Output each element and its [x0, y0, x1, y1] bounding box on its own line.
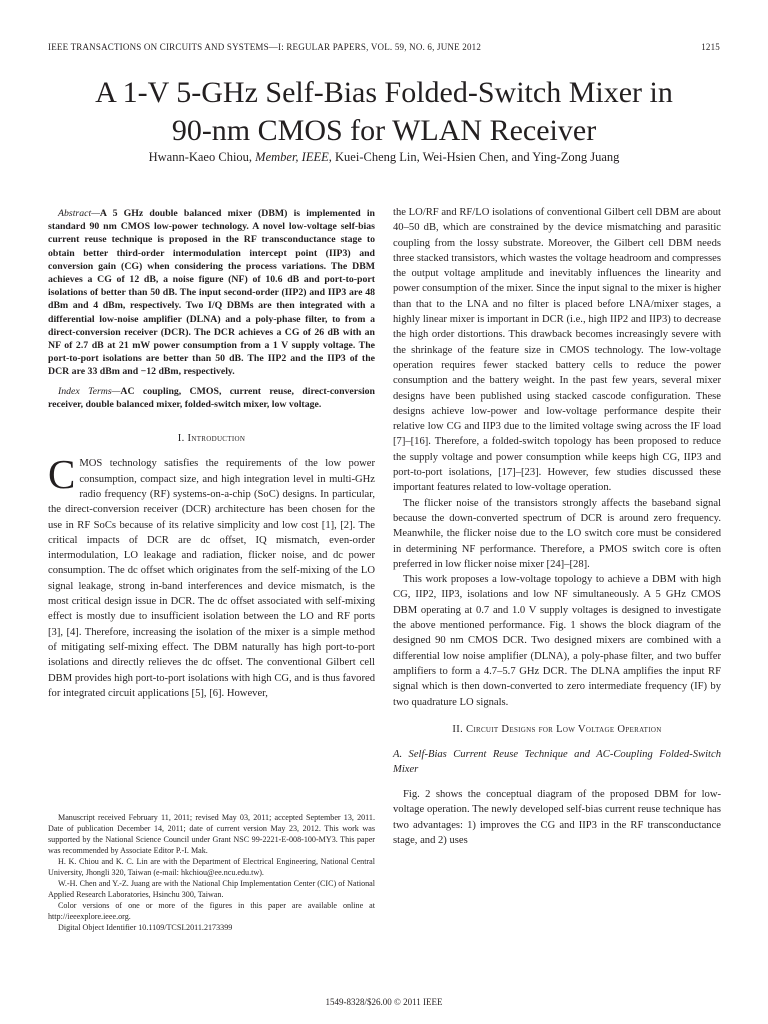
- intro-paragraph-2: The flicker noise of the transistors strongly affects the baseband signal because the down-converted spectrum of DCR is around zero frequency. Meanwhile, the flicker noise due to the LO switch core must be considered in determining NF performance. Therefore, a PMOS switch core is often preferred in low flicker noise mixer [24]–[28].: [393, 497, 721, 570]
- author-1: Hwann-Kaeo Chiou,: [148, 150, 256, 164]
- page-number: 1215: [701, 42, 720, 52]
- abstract: [48, 207, 375, 379]
- subsection-a-paragraph-1: Fig. 2 shows the conceptual diagram of the proposed DBM for low-voltage operation. The newly developed self-bias current reuse technique has two advantages: 1) improves the CG and IIP3 in the RF transconductance stage, and 2) uses: [393, 789, 721, 846]
- paper-title: [40, 74, 728, 150]
- abstract-text: A 5 GHz double balanced mixer (DBM) is implemented in standard 90 nm CMOS low-power technology. A novel low-voltage self-bias current reuse technique is proposed in the RF transconductance stage to obtain better third-order intermodulation intercept point (IIP3) and conversion gain (CG) when considering the process variations. The DBM achieves a CG of 12 dB, a noise figure (NF) of 10.6 dB and port-to-port isolations of better than 50 dB. The input second-order (IIP2) and IIP3 are 48 dBm and 4 dBm, respectively. Two I/Q DBMs are then integrated with a differential low-noise amplifier (DLNA) and a poly-phase filter, to from a direct-conversion receiver (DCR). The DCR achieves a CG of 26 dB with an NF of 2.7 dB at 21 mW power consumption from a 1 V supply voltage. The port-to-port isolations are better than 50 dB. The IIP2 and the IIP3 of the DCR are 33 dBm and −12 dBm, respectively.: [48, 208, 375, 378]
- footnote-affiliation-2: W.-H. Chen and Y.-Z. Juang are with the National Chip Implementation Center (CIC) of National Applied Research Laboratories, Hsinchu 300, Taiwan.: [48, 879, 375, 899]
- other-authors: , Kuei-Cheng Lin, Wei-Hsien Chen, and Ying-Zong Juang: [328, 150, 620, 164]
- intro-paragraph-1-continued: the LO/RF and RF/LO isolations of conventional Gilbert cell DBM are about 40–50 dB, which are constrained by the device mismatching and parasitic coupling from the lossy substrate. Moreover, the Gilbert cell DBM needs three stacked transistors, which wastes the voltage headroom and compresses the output voltage amplitude and inevitably influences the linearity and power consumption of the mixer. Since the input signal to the mixer is higher than that to the LNA and no filter is placed before LNA/mixer stages, a highly linear mixer is important in DCR (i.e., high IIP2 and IIP3) to decrease the high order distortions. This drawback becomes increasingly severe with the shrinkage of the feature size in CMOS technology. The low-voltage operation requires fewer stacked battery cells to reduce the power consumption and the battery weight. In the past few years, several mixer designs have been published using stacked cascode configuration. These designs achieve low-power and low-voltage performance despite their relative low CG and IIP3 due to the limited voltage swing across the IF load [7]–[16]. Therefore, a folded-switch topology has been proposed to reduce the supply voltage and power consumption while keeps high CG, IIP3 and port-to-port isolations, [17]–[23]. However, few studies discussed these important features related to low-voltage operation.: [393, 207, 721, 494]
- footnote-doi: Digital Object Identifier 10.1109/TCSI.2011.2173399: [58, 923, 233, 932]
- subsection-heading-a: A. Self-Bias Current Reuse Technique and AC-Coupling Folded-Switch Mixer: [393, 749, 721, 776]
- section-heading-circuit-designs: II. Circuit Designs for Low Voltage Operation: [452, 723, 662, 735]
- intro-paragraph-3: This work proposes a low-voltage topology to achieve a DBM with high CG, IIP2, IIP3, isolations and low NF simultaneously. A 5 GHz CMOS DBM operating at 0.7 and 1.0 V supply voltages is designed to investigate the above mentioned performance. Fig. 1 shows the block diagram of the designed 90 nm CMOS DCR. Two designed mixers are combined with a differential low noise amplifier (DLNA), a poly-phase filter, and two buffer amplifiers to form a 4.7–5.7 GHz DCR. The DLNA amplifies the input RF signal which is then down-converted to zero intermediate frequency (IF) by two quadrature LO signals.: [393, 574, 721, 708]
- author-list: [40, 150, 728, 165]
- index-terms-text: AC coupling, CMOS, current reuse, direct-conversion receiver, double balanced mixer, folded-switch mixer, low voltage.: [48, 385, 376, 410]
- abstract-label: Abstract—: [58, 208, 100, 219]
- copyright-footer: 1549-8328/$26.00 © 2011 IEEE: [325, 997, 443, 1007]
- index-terms-label: Index Terms—: [58, 385, 121, 397]
- right-column: [393, 205, 721, 848]
- journal-name: IEEE TRANSACTIONS ON CIRCUITS AND SYSTEMS—I: REGULAR PAPERS, VOL. 59, NO. 6, JUNE 2012: [48, 42, 482, 52]
- title-line-1: A 1-V 5-GHz Self-Bias Folded-Switch Mixer in: [95, 76, 673, 109]
- author-1-role: Member, IEEE: [255, 150, 329, 164]
- section-title: Introduction: [187, 433, 246, 445]
- section-title: Circuit Designs for Low Voltage Operation: [465, 723, 662, 735]
- intro-paragraph-1: CMOS technology satisfies the requirements of the low power consumption, compact size, and high integration level in multi-GHz radio frequency (RF) systems-on-a-chip (SoC) designs. In particular, the direct-conversion receiver (DCR) architecture has been chosen for the use in RF SoCs because of its relative simplicity and low cost [1], [2]. The critical impacts of DCR are dc offset, IQ mismatch, even-order intermodulation, LO leakage and radiation, flicker noise, and dc power consumption. The dc offset which originates from the self-mixing of the LO signal leakage, strong in-band interferences and device mismatch, is the most critical design issue in DCR. The dc offset associated with self-mixing effect is mostly due to insufficient isolation between the LO and RF ports [3], [4]. Therefore, increasing the isolation of the mixer is a simple method of mitigating self-mixing effect. The DBM naturally has high port-to-port isolations and directly relieves the dc offset. The conventional Gilbert cell DBM provides high port-to-port isolations with high CG, and is thus favored for integrated circuit applications [5], [6]. However,: [48, 451, 375, 699]
- footnote-affiliation-1: H. K. Chiou and K. C. Lin are with the Department of Electrical Engineering, National Central University, Jhongli 320, Taiwan (e-mail: hkchiou@ee.ncu.edu.tw).: [48, 857, 375, 877]
- section-heading-introduction: I. Introduction: [177, 433, 246, 445]
- footnotes: [48, 812, 375, 933]
- left-column: [48, 207, 375, 701]
- title-line-2: 90-nm CMOS for WLAN Receiver: [171, 114, 597, 147]
- drop-cap: C: [48, 451, 76, 498]
- footnote-manuscript: Manuscript received February 11, 2011; revised May 03, 2011; accepted September 13, 2011. Date of publication December 14, 2011; date of current version May 23, 2012. This work was supported by the National Science Council under Grant NSC 99-2221-E-008-100-MY3. This paper was recommended by Associate Editor P.-I. Mak.: [48, 813, 375, 855]
- index-terms: [48, 385, 375, 411]
- running-header: [48, 42, 720, 52]
- footnote-color: Color versions of one or more of the figures in this paper are available online at http://ieeexplore.ieee.org.: [48, 901, 375, 921]
